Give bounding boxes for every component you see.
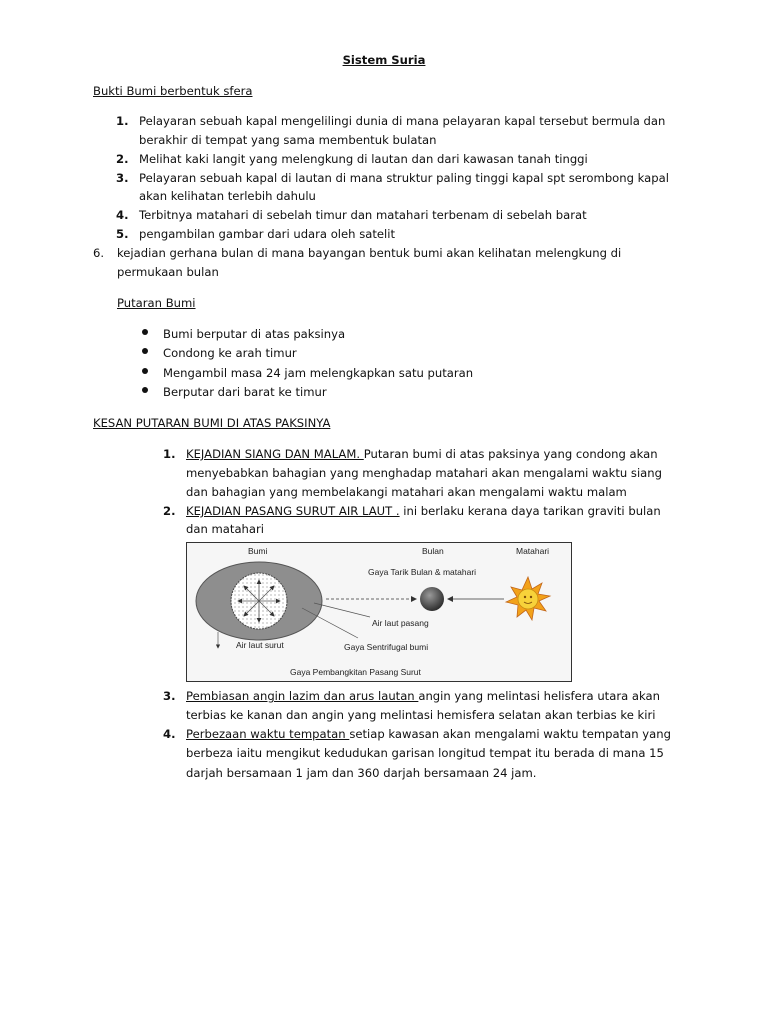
- bullet-text: Condong ke arah timur: [163, 346, 297, 360]
- list-item-rest: Putaran bumi di atas paksinya yang condong akan: [363, 447, 658, 461]
- list-number: 5.: [116, 227, 129, 241]
- list-item-text: kejadian gerhana bulan di mana bayangan bentuk bumi akan kelihatan melengkung di: [117, 246, 622, 260]
- list-number: 1.: [116, 114, 129, 128]
- bullet-dot: [142, 348, 148, 354]
- list-item-text: darjah bersamaan 1 jam dan 360 darjah bersamaan 24 jam.: [186, 766, 537, 780]
- list-number: 4.: [116, 208, 129, 222]
- bullet-dot: [142, 329, 148, 335]
- list-item-line: [186, 446, 658, 462]
- label-bumi: Bumi: [248, 546, 268, 556]
- page-title: Sistem Suria: [342, 53, 426, 67]
- bullet-text: Bumi berputar di atas paksinya: [163, 327, 346, 341]
- force-arrows-inner: [238, 580, 280, 622]
- section-heading-putaran: Putaran Bumi: [117, 296, 196, 310]
- list-number: 2.: [163, 504, 176, 518]
- label-gaya-tarik: Gaya Tarik Bulan & matahari: [368, 567, 477, 577]
- label-matahari: Matahari: [516, 546, 550, 556]
- section-heading-kesan: KESAN PUTARAN BUMI DI ATAS PAKSINYA: [93, 416, 331, 430]
- diagram-caption: Gaya Pembangkitan Pasang Surut: [290, 667, 421, 677]
- list-item-title: KEJADIAN SIANG DAN MALAM.: [186, 447, 364, 461]
- bullet-text: Mengambil masa 24 jam melengkapkan satu putaran: [163, 366, 474, 380]
- list-item-text: Pelayaran sebuah kapal mengelilingi dunia di mana pelayaran kapal tersebut bermula dan: [139, 114, 666, 128]
- bullet-dot: [142, 387, 148, 393]
- list-item-line: [186, 726, 671, 742]
- list-item-text: pengambilan gambar dari udara oleh satelit: [139, 227, 396, 241]
- list-item-text: dan bahagian yang membelakangi matahari akan mengalami waktu malam: [186, 485, 627, 499]
- bullet-dot: [142, 368, 148, 374]
- moon-icon: [420, 587, 444, 611]
- list-number: 2.: [116, 152, 129, 166]
- list-item-text: permukaan bulan: [117, 265, 219, 279]
- list-number: 3.: [163, 689, 176, 703]
- list-number: 1.: [163, 447, 176, 461]
- list-item-text: berakhir di tempat yang sama membentuk bulatan: [139, 133, 437, 147]
- list-item-line: [186, 688, 660, 704]
- list-item-text: akan kelihatan terlebih dahulu: [139, 189, 316, 203]
- list-item-rest: ini berlaku kerana daya tarikan graviti bulan: [399, 504, 661, 518]
- list-item-title: KEJADIAN PASANG SURUT AIR LAUT .: [186, 504, 400, 518]
- list-item-text: Melihat kaki langit yang melengkung di lautan dan dari kawasan tanah tinggi: [139, 152, 588, 166]
- list-item-rest: angin yang melintasi helisfera utara akan: [418, 689, 660, 703]
- list-item-text: terbias ke kanan dan angin yang melintasi hemisfera selatan akan terbias ke kiri: [186, 708, 656, 722]
- list-item-line: [186, 503, 661, 519]
- label-air-surut: Air laut surut: [236, 640, 284, 650]
- list-item-text: menyebabkan bahagian yang menghadap matahari akan mengalami waktu siang: [186, 466, 662, 480]
- list-item-text: Terbitnya matahari di sebelah timur dan matahari terbenam di sebelah barat: [139, 208, 587, 222]
- list-item-text: berbeza iaitu mengikut kedudukan garisan longitud tempat itu berada di mana 15: [186, 746, 664, 760]
- label-air-pasang: Air laut pasang: [372, 618, 429, 628]
- list-item-title: Perbezaan waktu tempatan: [186, 727, 350, 741]
- list-number: 6.: [93, 246, 105, 260]
- label-bulan: Bulan: [422, 546, 444, 556]
- section-heading-bukti: Bukti Bumi berbentuk sfera: [93, 84, 253, 98]
- label-sentrifugal: Gaya Sentrifugal bumi: [344, 642, 429, 652]
- list-item-title: Pembiasan angin lazim dan arus lautan: [186, 689, 419, 703]
- list-number: 3.: [116, 171, 129, 185]
- tidal-force-diagram: [186, 542, 572, 682]
- list-item-text: Pelayaran sebuah kapal di lautan di mana struktur paling tinggi kapal spt serombong kapal: [139, 171, 669, 185]
- list-number: 4.: [163, 727, 176, 741]
- bullet-text: Berputar dari barat ke timur: [163, 385, 327, 399]
- list-item-rest: setiap kawasan akan mengalami waktu tempatan yang: [349, 727, 671, 741]
- list-item-text: dan matahari: [186, 522, 264, 536]
